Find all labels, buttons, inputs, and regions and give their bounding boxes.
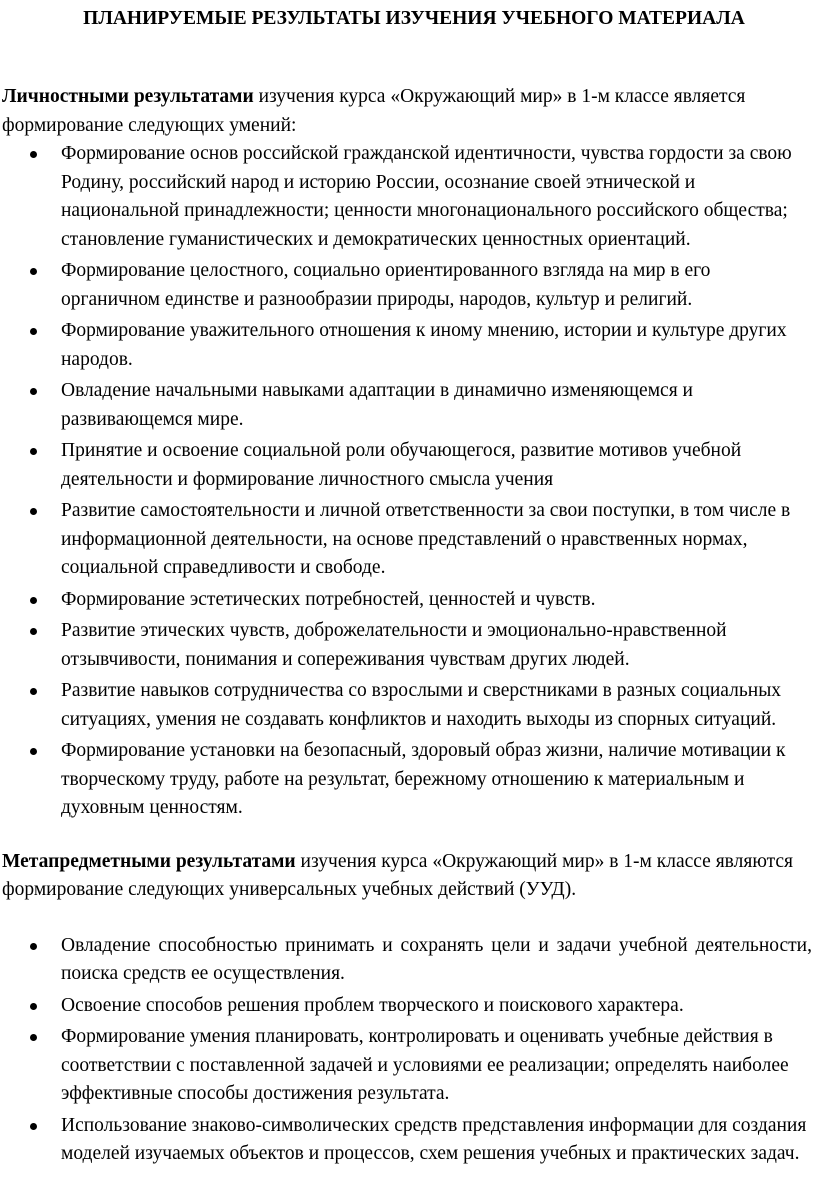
personal-results-intro-text: изучения курса «Окружающий мир» в 1-м классе является формирование следующих умений: bbox=[2, 86, 746, 136]
list-item bbox=[2, 586, 812, 615]
meta-results-intro-text: изучения курса «Окружающий мир» в 1-м классе являются формирование следующих универсальных учебных действий (УУД). bbox=[2, 850, 794, 900]
bullet-icon bbox=[30, 597, 37, 604]
list-item-text: Формирование установки на безопасный, здоровый образ жизни, наличие мотивации к творческому труду, работе на результат, бережному отношению к материальным и духовным ценностям. bbox=[61, 740, 786, 818]
list-item-text: Использование знаково-символических средств представления информации для создания моделей изучаемых объектов и процессов, схем решения учебных и практических задач. bbox=[61, 1114, 807, 1164]
list-item-text: Развитие навыков сотрудничества со взрослыми и сверстниками в разных социальных ситуациях, умения не создавать конфликтов и находить выходы из спорных ситуаций. bbox=[61, 680, 782, 730]
list-item bbox=[2, 737, 812, 823]
bullet-icon bbox=[30, 943, 37, 950]
list-item-text: Освоение способов решения проблем творческого и поискового характера. bbox=[61, 994, 684, 1016]
bullet-icon bbox=[30, 748, 37, 755]
list-item bbox=[2, 497, 812, 583]
list-item bbox=[2, 992, 812, 1021]
list-item bbox=[2, 677, 812, 734]
bullet-icon bbox=[30, 268, 37, 275]
page-title: ПЛАНИРУЕМЫЕ РЕЗУЛЬТАТЫ ИЗУЧЕНИЯ УЧЕБНОГО МАТЕРИАЛА bbox=[83, 8, 745, 29]
list-item bbox=[2, 617, 812, 674]
bullet-icon bbox=[30, 688, 37, 695]
list-item-text: Развитие самостоятельности и личной ответственности за свои поступки, в том числе в информационной деятельности, на основе представлений о нравственных нормах, социальной справедливости и свободе. bbox=[61, 500, 791, 578]
list-item-text: Формирование целостного, социально ориентированного взгляда на мир в его органичном единстве и разнообразии природы, народов, культур и религий. bbox=[61, 260, 711, 310]
list-item bbox=[2, 140, 812, 254]
list-item-text: Овладение способностью принимать и сохранять цели и задачи учебной деятельности, поиска средств ее осуществления. bbox=[61, 934, 812, 984]
meta-results-heading: Метапредметными результатами bbox=[2, 850, 296, 872]
bullet-icon bbox=[30, 151, 37, 158]
list-item-text: Формирование уважительного отношения к иному мнению, истории и культуре других народов. bbox=[61, 320, 787, 370]
list-item bbox=[2, 317, 812, 374]
list-item-text: Развитие этических чувств, доброжелательности и эмоционально-нравственной отзывчивости, понимания и сопереживания чувствам других людей. bbox=[61, 620, 727, 670]
list-item-text: Формирование основ российской гражданской идентичности, чувства гордости за свою Родину, российский народ и историю России, осознание своей этнической и национальной принадлежности; ценности многонационального российского общества; становление гуманистических и демократических ценностных ориентаций. bbox=[61, 143, 792, 250]
personal-results-list bbox=[2, 140, 812, 823]
meta-results-intro bbox=[2, 848, 812, 905]
bullet-icon bbox=[30, 1003, 37, 1010]
bullet-icon bbox=[30, 328, 37, 335]
list-item bbox=[2, 257, 812, 314]
list-item-text: Овладение начальными навыками адаптации в динамично изменяющемся и развивающемся мире. bbox=[61, 380, 693, 430]
personal-results-intro bbox=[2, 83, 812, 140]
bullet-icon bbox=[30, 508, 37, 515]
list-item bbox=[2, 1023, 812, 1109]
list-item-text: Принятие и освоение социальной роли обучающегося, развитие мотивов учебной деятельности и формирование личностного смысла учения bbox=[61, 440, 742, 490]
list-item bbox=[2, 437, 812, 494]
list-item bbox=[2, 377, 812, 434]
bullet-icon bbox=[30, 388, 37, 395]
bullet-icon bbox=[30, 448, 37, 455]
list-item-text: Формирование умения планировать, контролировать и оценивать учебные действия в соответствии с поставленной задачей и условиями ее реализации; определять наиболее эффективные способы достижения результата. bbox=[61, 1026, 789, 1104]
bullet-icon bbox=[30, 628, 37, 635]
list-item bbox=[2, 932, 812, 989]
bullet-icon bbox=[30, 1034, 37, 1041]
meta-results-list bbox=[2, 932, 812, 1169]
list-item-text: Формирование эстетических потребностей, ценностей и чувств. bbox=[61, 588, 596, 610]
bullet-icon bbox=[30, 1123, 37, 1130]
personal-results-heading: Личностными результатами bbox=[2, 86, 254, 107]
list-item bbox=[2, 1112, 812, 1169]
